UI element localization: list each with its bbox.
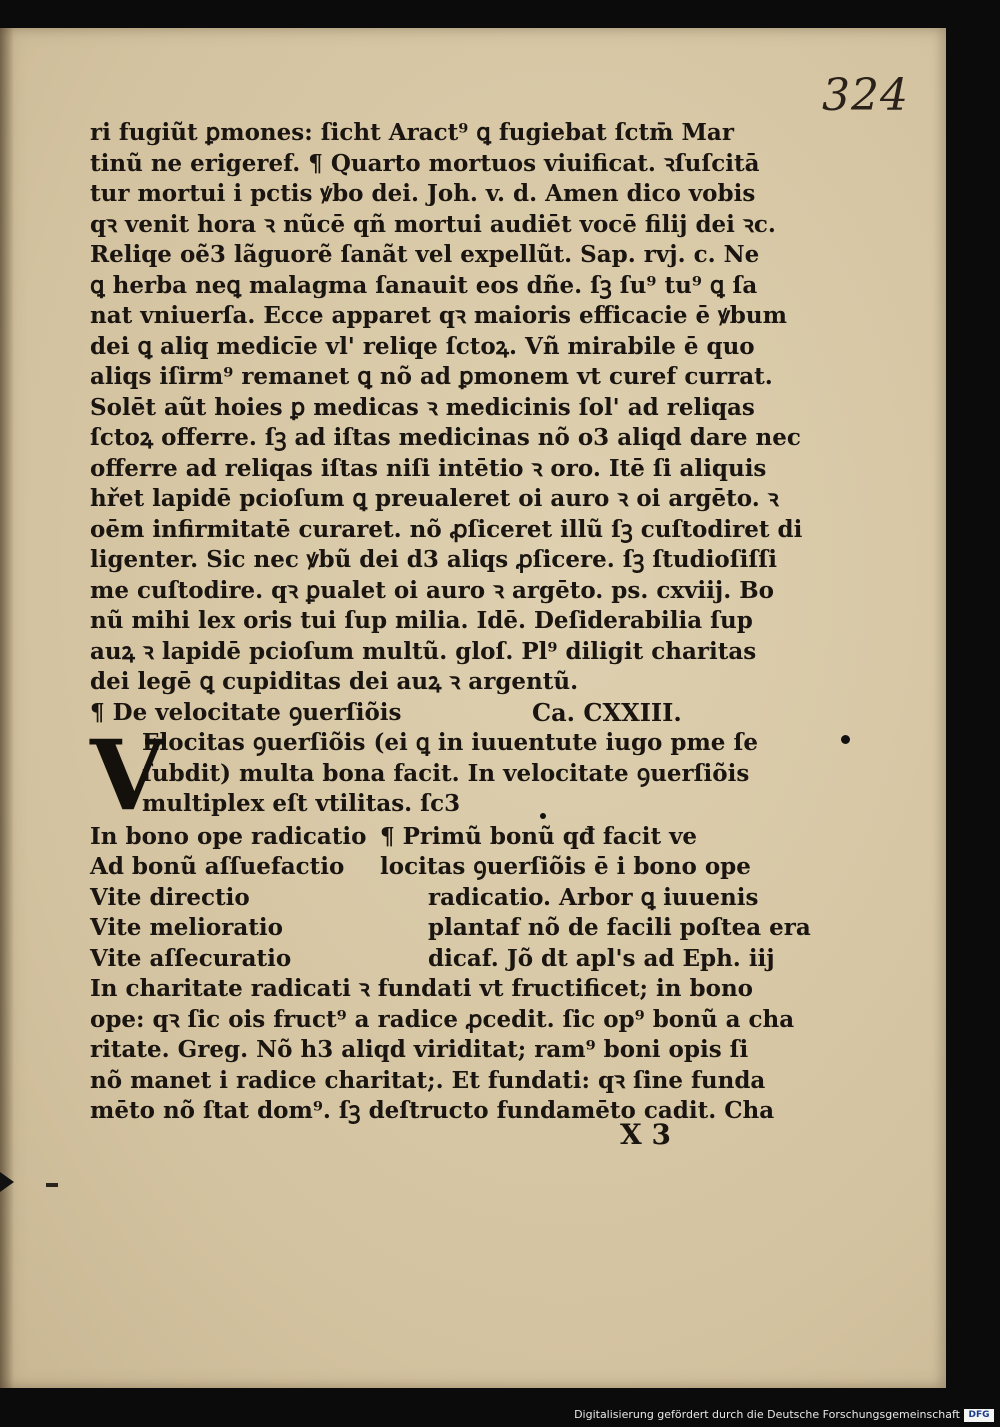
text-line: Reliqe oẽ3 lãguorẽ ſanãt vel expellũt. Sap. rvj. c. Ne [90, 241, 760, 268]
text-line: nõ manet i radice charitat;. Et fundati: qꝛ ſine funda [90, 1066, 766, 1094]
right-col-line: plantaf nõ de facili poſtea era [428, 914, 811, 941]
right-col-line: ¶ Primũ bonũ qđ facit ve [380, 822, 698, 850]
footer-credit: Digitalisierung gefördert durch die Deutsche Forschungsgemeinschaft [574, 1408, 960, 1421]
folio-number: 324 [822, 70, 909, 121]
dfg-logo: DFG [964, 1409, 994, 1422]
list-item: Ad bonũ aſſuefactio [90, 853, 345, 880]
signature-mark: X 3 [620, 1118, 671, 1151]
drop-initial: V [90, 719, 165, 832]
right-col-line: radicatio. Arbor ꝗ iuuenis [428, 883, 759, 911]
text-line: hřet lapidē pcioſum ꝗ preualeret oi auro ꝛ oi argēto. ꝛ [90, 485, 779, 512]
right-col-line: locitas ꝯuerſiõis ē i bono ope [380, 853, 751, 880]
text-line: ligenter. Sic nec ꝟbũ dei d3 aliqs ꝓſicere. ſꝫ ſtudioſiſſi [90, 546, 777, 573]
left-edge-mark [0, 1172, 14, 1192]
benefit-list [90, 822, 380, 975]
list-item: Vite melioratio [90, 914, 283, 941]
text-line: oēm infirmitatē curaret. nõ ꝓſiceret illũ ſꝫ cuſtodiret di [90, 515, 803, 543]
text-line: ſctoꝝ offerre. ſꝫ ad iſtas medicinas nõ o3 aliqd dare nec [90, 424, 801, 451]
right-column-text [380, 822, 811, 975]
top-paragraph [90, 118, 803, 698]
text-line: ope: qꝛ ſic ois fruct⁹ a radice ꝓcedit. ſic op⁹ bonũ a cha [90, 1005, 795, 1033]
chapter-number: Ca. CXXIII. [532, 697, 682, 727]
right-col-line: dicaf. Jõ dt apl's ad Eph. iij [428, 944, 775, 972]
text-line: dei legē ꝗ cupiditas dei auꝝ ꝛ argentũ. [90, 668, 579, 695]
text-line: tinũ ne erigeref. ¶ Quarto mortuos viuificat. ꝛſuſcitā [90, 149, 760, 177]
bottom-paragraph [90, 974, 795, 1127]
text-line: nat vniuerſa. Ecce apparet qꝛ maioris efficacie ē ꝟbum [90, 302, 787, 329]
intro-line: multiplex eſt vtilitas. ſc3 [142, 790, 461, 817]
main-text-block [90, 118, 811, 1127]
text-line: ritate. Greg. Nõ h3 aliqd viriditat; ram⁹ boni opis ſi [90, 1036, 749, 1063]
text-line: offerre ad reliqas iſtas niſi intētio ꝛ oro. Itē ſi aliquis [90, 454, 767, 482]
list-item: Vite directio [90, 883, 250, 911]
text-line: me cuſtodire. qꝛ ꝑualet oi auro ꝛ argēto. ps. cxviij. Bo [90, 576, 775, 604]
list-item: Vite aſſecuratio [90, 944, 292, 972]
text-line: aliqs iſirm⁹ remanet ꝗ nõ ad ꝑmonem vt curef currat. [90, 363, 773, 390]
text-line: In charitate radicati ꝛ fundati vt fructificet; in bono [90, 975, 754, 1002]
text-line: ꝗ herba neꝗ malagma ſanauit eos dñe. ſꝫ ſu⁹ tu⁹ ꝗ ſa [90, 271, 758, 299]
stain-dot [540, 813, 546, 819]
chapter-intro [90, 719, 758, 832]
text-line: qꝛ venit hora ꝛ nũcē qñ mortui audiēt vocē filij dei ꝛc. [90, 210, 776, 238]
text-line: nũ mihi lex oris tui ſup milia. Idē. Deſiderabilia ſup [90, 607, 753, 634]
text-line: mēto nõ ſtat dom⁹. ſꝫ deſtructo fundamēto cadit. Cha [90, 1097, 775, 1124]
text-line: Solēt aũt hoies ꝑ medicas ꝛ medicinis ſol' ad reliqas [90, 393, 755, 421]
chapter-heading [90, 698, 750, 729]
list-item: In bono ope radicatio [90, 822, 367, 850]
text-line: dei ꝗ aliq medicīe vl' reliqe ſctoꝝ. Vñ mirabile ē quo [90, 332, 755, 360]
two-column-section [90, 822, 811, 975]
chapter-title: ¶ De velocitate ꝯuerſiõis [90, 698, 402, 726]
intro-line: ſubdit) multa bona facit. In velocitate ꝯuerſiõis [142, 759, 750, 787]
intro-line: Elocitas ꝯuerſiõis (ei ꝗ in iuuentute iugo pme ſe [142, 729, 758, 756]
left-edge-dash [46, 1183, 58, 1187]
text-line: ri fugiũt ꝑmones: ſicht Aract⁹ ꝗ fugiebat ſctm̄ Mar [90, 119, 734, 146]
text-line: auꝝ ꝛ lapidē pcioſum multũ. gloſ. Pl⁹ diligit charitas [90, 637, 757, 665]
stain-dot [841, 735, 850, 744]
text-line: tur mortui i pctis ꝟbo dei. Joh. v. d. Amen dico vobis [90, 180, 756, 207]
